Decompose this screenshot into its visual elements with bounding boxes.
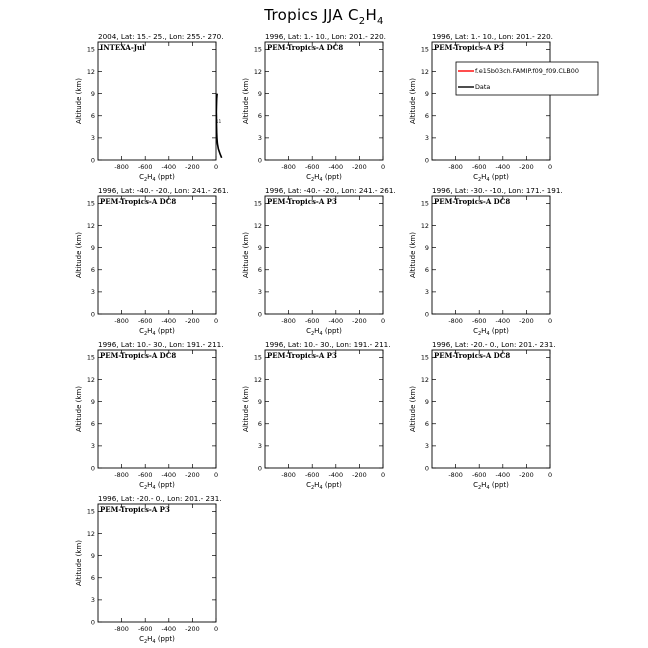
- x-axis-label-part: 4: [319, 485, 323, 491]
- x-axis-label-part: 2: [310, 331, 315, 337]
- x-tick-label: -600: [137, 625, 153, 633]
- x-axis-label-part: 2: [143, 485, 148, 491]
- x-axis-label-part: H: [314, 327, 320, 335]
- x-axis-label-part: 2: [143, 177, 148, 183]
- x-axis-label: [139, 173, 175, 183]
- chart-panel: [409, 340, 556, 491]
- x-axis-label: [139, 481, 175, 491]
- x-axis-label: [306, 327, 342, 337]
- x-tick-label: -800: [114, 163, 129, 171]
- y-tick-label: 12: [253, 221, 262, 230]
- x-tick-label: -400: [495, 471, 511, 479]
- chart-panel: [242, 340, 391, 491]
- plot-frame: [98, 504, 216, 622]
- x-axis-label: [139, 635, 175, 645]
- y-tick-label: 9: [90, 243, 95, 252]
- y-tick-label: 9: [424, 89, 429, 98]
- x-tick-label: -800: [448, 471, 463, 479]
- x-tick-label: -200: [519, 163, 534, 171]
- campaign-label: PEM-Tropics-A P3: [267, 197, 337, 206]
- x-axis-label-part: H: [147, 327, 153, 335]
- x-tick-label: -800: [281, 317, 296, 325]
- y-axis-label: Altitude (km): [75, 386, 83, 432]
- x-tick-label: -400: [328, 317, 344, 325]
- x-axis-label-part: C: [473, 173, 478, 181]
- x-tick-label: 0: [547, 163, 553, 171]
- x-axis-label-part: 4: [152, 177, 156, 183]
- x-axis-label-part: 2: [477, 177, 482, 183]
- y-tick-label: 15: [253, 45, 262, 54]
- x-tick-label: -400: [495, 317, 511, 325]
- y-tick-label: 12: [86, 221, 95, 230]
- y-tick-label: 15: [86, 45, 95, 54]
- y-tick-label: 15: [86, 353, 95, 362]
- x-axis-label-part: (ppt): [322, 481, 342, 489]
- y-tick-label: 3: [257, 134, 262, 143]
- x-axis-label-part: H: [147, 635, 153, 643]
- y-tick-label: 0: [424, 310, 429, 319]
- y-tick-label: 0: [257, 310, 262, 319]
- x-tick-label: -600: [304, 317, 320, 325]
- x-tick-label: 0: [213, 317, 219, 325]
- y-tick-label: 0: [90, 618, 95, 627]
- title-subscript-2: 2: [358, 16, 366, 27]
- x-tick-label: -600: [471, 471, 487, 479]
- plot-frame: [98, 196, 216, 314]
- x-axis-label-part: 4: [152, 485, 156, 491]
- x-tick-label: 0: [547, 471, 553, 479]
- chart-panel: [75, 32, 224, 183]
- y-tick-label: 3: [424, 134, 429, 143]
- x-tick-label: -200: [185, 471, 200, 479]
- y-tick-label: 6: [257, 420, 262, 429]
- y-tick-label: 12: [420, 221, 429, 230]
- x-tick-label: -600: [137, 317, 153, 325]
- x-tick-label: -200: [519, 317, 534, 325]
- x-tick-label: -800: [281, 163, 296, 171]
- x-axis-label-part: 2: [477, 331, 482, 337]
- x-axis-label-part: (ppt): [489, 173, 509, 181]
- x-axis-label-part: C: [306, 327, 311, 335]
- y-tick-label: 12: [253, 67, 262, 76]
- x-tick-label: -200: [519, 471, 534, 479]
- x-tick-label: -600: [137, 163, 153, 171]
- x-tick-label: -200: [185, 625, 200, 633]
- y-axis-label: Altitude (km): [75, 540, 83, 586]
- x-axis-label-part: 4: [152, 639, 156, 645]
- x-axis-label-part: H: [481, 481, 487, 489]
- plot-frame: [265, 350, 383, 468]
- y-axis-label: Altitude (km): [75, 232, 83, 278]
- x-tick-label: -800: [281, 471, 296, 479]
- chart-panel: [242, 32, 386, 183]
- x-axis-label-part: 4: [486, 331, 490, 337]
- y-axis-label: Altitude (km): [409, 232, 417, 278]
- x-axis-label-part: 2: [143, 639, 148, 645]
- campaign-label: PEM-Tropics-A DC8: [100, 351, 177, 360]
- y-tick-label: 9: [257, 397, 262, 406]
- y-tick-label: 3: [90, 596, 95, 605]
- x-tick-label: -200: [352, 163, 367, 171]
- panel-title: 2004, Lat: 15.- 25., Lon: 255.- 270.: [98, 32, 224, 41]
- panel-title: 1996, Lat: 10.- 30., Lon: 191.- 211.: [98, 340, 224, 349]
- panel-title: 1996, Lat: -20.- 0., Lon: 201.- 231.: [98, 494, 222, 503]
- x-tick-label: 0: [547, 317, 553, 325]
- chart-panel: [242, 186, 396, 337]
- y-tick-label: 6: [90, 112, 95, 121]
- campaign-label: PEM-Tropics-A DC8: [100, 197, 177, 206]
- y-tick-label: 6: [424, 112, 429, 121]
- y-tick-label: 9: [257, 89, 262, 98]
- campaign-label: PEM-Tropics-A P3: [434, 43, 504, 52]
- x-axis-label-part: 2: [143, 331, 148, 337]
- x-tick-label: -600: [304, 163, 320, 171]
- plot-frame: [432, 196, 550, 314]
- y-tick-label: 3: [257, 288, 262, 297]
- x-axis-label-part: H: [147, 481, 153, 489]
- x-axis-label-part: (ppt): [322, 327, 342, 335]
- x-tick-label: -400: [161, 625, 177, 633]
- x-tick-label: -200: [352, 317, 367, 325]
- panel-title: 1996, Lat: 1.- 10., Lon: 201.- 220.: [265, 32, 386, 41]
- x-tick-label: -400: [161, 317, 177, 325]
- y-tick-label: 0: [257, 464, 262, 473]
- legend-data-label: Data: [475, 83, 491, 91]
- x-tick-label: -600: [304, 471, 320, 479]
- x-axis-label-part: H: [314, 481, 320, 489]
- y-axis-label: Altitude (km): [409, 386, 417, 432]
- x-axis-label-part: 2: [477, 485, 482, 491]
- x-tick-label: -400: [328, 163, 344, 171]
- x-axis-label-part: C: [306, 481, 311, 489]
- y-tick-label: 15: [253, 353, 262, 362]
- chart-panel: [75, 186, 229, 337]
- y-axis-label: Altitude (km): [409, 78, 417, 124]
- y-tick-label: 6: [90, 574, 95, 583]
- y-tick-label: 12: [420, 375, 429, 384]
- x-axis-label: [306, 173, 342, 183]
- campaign-label: PEM-Tropics-A DC8: [267, 43, 344, 52]
- x-axis-label-part: 4: [319, 177, 323, 183]
- x-tick-label: -600: [137, 471, 153, 479]
- y-tick-label: 15: [420, 199, 429, 208]
- y-tick-label: 15: [86, 507, 95, 516]
- title-mid: H: [365, 6, 378, 24]
- x-axis-label: [473, 173, 509, 183]
- y-tick-label: 0: [90, 464, 95, 473]
- y-tick-label: 9: [424, 397, 429, 406]
- x-tick-label: 0: [213, 471, 219, 479]
- x-tick-label: -600: [471, 163, 487, 171]
- x-axis-label-part: 4: [486, 177, 490, 183]
- x-tick-label: 0: [213, 625, 219, 633]
- y-tick-label: 3: [424, 442, 429, 451]
- y-axis-label: Altitude (km): [242, 78, 250, 124]
- x-tick-label: -800: [114, 471, 129, 479]
- chart-panel: [409, 186, 563, 337]
- title-main: Tropics JJA C: [264, 6, 359, 24]
- x-tick-label: -200: [352, 471, 367, 479]
- x-axis-label-part: H: [314, 173, 320, 181]
- y-tick-label: 6: [257, 112, 262, 121]
- y-tick-label: 0: [424, 464, 429, 473]
- x-axis-label-part: 2: [310, 485, 315, 491]
- y-tick-label: 15: [420, 45, 429, 54]
- y-tick-label: 6: [424, 266, 429, 275]
- y-tick-label: 12: [86, 529, 95, 538]
- x-tick-label: -800: [114, 625, 129, 633]
- y-tick-label: 0: [90, 310, 95, 319]
- plot-frame: [265, 196, 383, 314]
- x-tick-label: -400: [161, 471, 177, 479]
- y-tick-label: 15: [86, 199, 95, 208]
- x-axis-label-part: 4: [319, 331, 323, 337]
- panel-title: 1996, Lat: -20.- 0., Lon: 201.- 231.: [432, 340, 556, 349]
- y-tick-label: 6: [424, 420, 429, 429]
- x-axis-label-part: H: [481, 173, 487, 181]
- x-axis-label-part: (ppt): [155, 481, 175, 489]
- panel-title: 1996, Lat: -30.- -10., Lon: 171.- 191.: [432, 186, 563, 195]
- campaign-label: PEM-Tropics-A P3: [100, 505, 170, 514]
- y-tick-label: 9: [90, 89, 95, 98]
- x-axis-label-part: C: [139, 481, 144, 489]
- y-tick-label: 6: [90, 420, 95, 429]
- chart-panel: [75, 340, 224, 491]
- campaign-label: PEM-Tropics-A DC8: [434, 351, 511, 360]
- x-tick-label: -400: [328, 471, 344, 479]
- title-subscript-4: 4: [377, 16, 384, 27]
- plot-frame: [265, 42, 383, 160]
- x-tick-label: -600: [471, 317, 487, 325]
- plot-frame: [432, 350, 550, 468]
- y-tick-label: 3: [90, 288, 95, 297]
- x-axis-label-part: (ppt): [155, 327, 175, 335]
- y-tick-label: 12: [86, 67, 95, 76]
- panel-title: 1996, Lat: 1.- 10., Lon: 201.- 220.: [432, 32, 553, 41]
- campaign-label: PEM-Tropics-A DC8: [434, 197, 511, 206]
- x-axis-label-part: H: [147, 173, 153, 181]
- y-tick-label: 9: [90, 397, 95, 406]
- x-axis-label-part: C: [139, 327, 144, 335]
- y-tick-label: 15: [420, 353, 429, 362]
- x-axis-label-part: (ppt): [322, 173, 342, 181]
- x-axis-label-part: 4: [152, 331, 156, 337]
- legend-model-label: f.e15b03ch.FAMIP.f09_f09.CLB00: [475, 67, 579, 75]
- chart-panel: [75, 494, 222, 645]
- x-tick-label: 0: [213, 163, 219, 171]
- plot-frame: [98, 42, 216, 160]
- y-tick-label: 6: [257, 266, 262, 275]
- x-axis-label-part: 4: [486, 485, 490, 491]
- y-tick-label: 15: [253, 199, 262, 208]
- x-axis-label-part: H: [481, 327, 487, 335]
- y-tick-label: 12: [253, 375, 262, 384]
- x-tick-label: 0: [380, 163, 386, 171]
- x-tick-label: -200: [185, 163, 200, 171]
- panel-title: 1996, Lat: -40.- -20., Lon: 241.- 261.: [265, 186, 396, 195]
- y-tick-label: 0: [90, 156, 95, 165]
- y-tick-label: 9: [424, 243, 429, 252]
- data-marker-label: 11: [216, 119, 222, 125]
- x-axis-label: [473, 327, 509, 337]
- x-axis-label-part: 2: [310, 177, 315, 183]
- x-axis-label-part: C: [306, 173, 311, 181]
- x-axis-label-part: C: [139, 173, 144, 181]
- y-axis-label: Altitude (km): [75, 78, 83, 124]
- x-tick-label: -800: [448, 163, 463, 171]
- x-axis-label: [139, 327, 175, 337]
- x-tick-label: 0: [380, 471, 386, 479]
- y-tick-label: 3: [90, 442, 95, 451]
- plot-frame: [98, 350, 216, 468]
- x-tick-label: -400: [161, 163, 177, 171]
- y-tick-label: 9: [257, 243, 262, 252]
- x-axis-label-part: C: [139, 635, 144, 643]
- y-axis-label: Altitude (km): [242, 386, 250, 432]
- y-tick-label: 3: [257, 442, 262, 451]
- campaign-label: PEM-Tropics-A P3: [267, 351, 337, 360]
- y-tick-label: 0: [257, 156, 262, 165]
- y-tick-label: 3: [90, 134, 95, 143]
- legend: [456, 62, 598, 95]
- x-tick-label: 0: [380, 317, 386, 325]
- y-tick-label: 3: [424, 288, 429, 297]
- x-axis-label-part: C: [473, 481, 478, 489]
- x-axis-label-part: (ppt): [155, 173, 175, 181]
- y-tick-label: 6: [90, 266, 95, 275]
- y-axis-label: Altitude (km): [242, 232, 250, 278]
- x-tick-label: -800: [448, 317, 463, 325]
- chart-panel: [409, 32, 553, 183]
- x-tick-label: -800: [114, 317, 129, 325]
- y-tick-label: 9: [90, 551, 95, 560]
- x-tick-label: -200: [185, 317, 200, 325]
- x-axis-label: [306, 481, 342, 491]
- x-axis-label-part: (ppt): [489, 481, 509, 489]
- x-axis-label-part: (ppt): [155, 635, 175, 643]
- plot-frame: [432, 42, 550, 160]
- panel-title: 1996, Lat: 10.- 30., Lon: 191.- 211.: [265, 340, 391, 349]
- y-tick-label: 0: [424, 156, 429, 165]
- panel-title: 1996, Lat: -40.- -20., Lon: 241.- 261.: [98, 186, 229, 195]
- x-axis-label-part: C: [473, 327, 478, 335]
- data-series-line: [216, 94, 221, 158]
- x-axis-label-part: (ppt): [489, 327, 509, 335]
- y-tick-label: 12: [420, 67, 429, 76]
- y-tick-label: 12: [86, 375, 95, 384]
- x-tick-label: -400: [495, 163, 511, 171]
- x-axis-label: [473, 481, 509, 491]
- campaign-label: INTEXA-Jul: [100, 43, 145, 52]
